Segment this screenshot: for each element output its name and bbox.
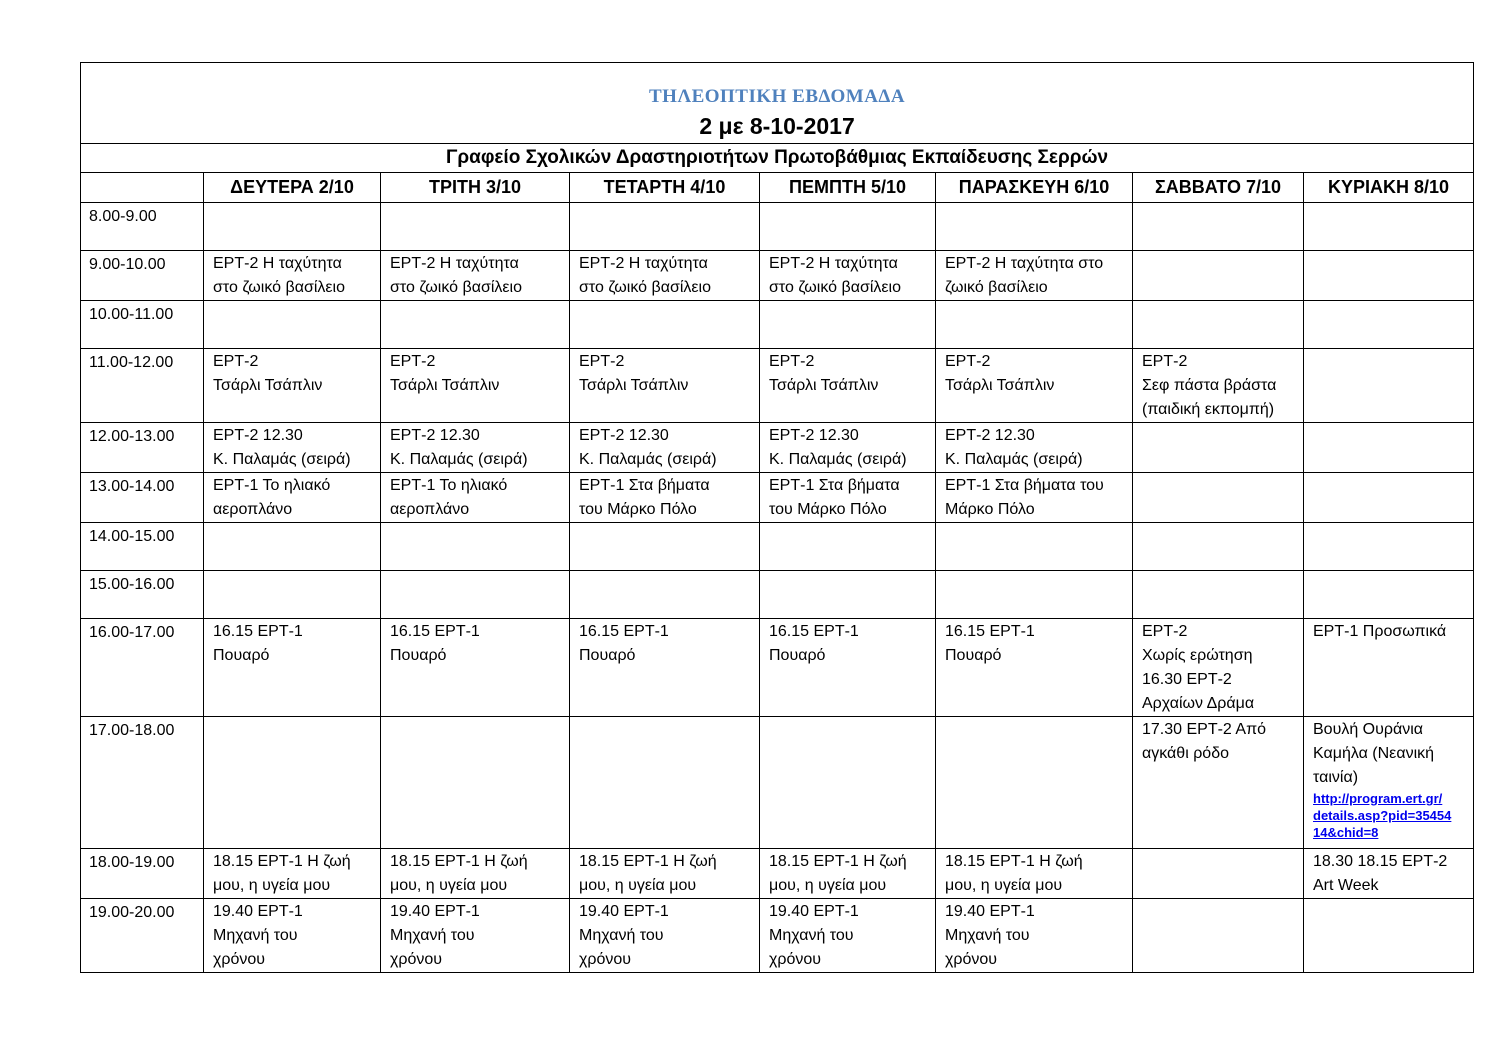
time-slot: 17.00-18.00 bbox=[81, 717, 204, 849]
program-cell-friday bbox=[936, 423, 1133, 473]
program-cell-wednesday bbox=[570, 619, 760, 717]
program-line: μου, η υγεία μου bbox=[945, 877, 1063, 894]
table-row bbox=[81, 473, 1474, 523]
table-row bbox=[81, 349, 1474, 423]
program-cell-wednesday bbox=[570, 523, 760, 571]
table-row bbox=[81, 423, 1474, 473]
day-header-sunday: ΚΥΡΙΑΚΗ 8/10 bbox=[1304, 173, 1474, 203]
program-line: Μηχανή του bbox=[945, 927, 1030, 944]
program-line: 19.40 ΕΡΤ-1 bbox=[579, 903, 669, 920]
program-line: 17.30 ΕΡΤ-2 Από bbox=[1142, 721, 1266, 738]
day-header-thursday: ΠΕΜΠΤΗ 5/10 bbox=[760, 173, 936, 203]
program-cell-wednesday bbox=[570, 717, 760, 849]
program-cell-tuesday bbox=[381, 849, 570, 899]
tv-schedule-table bbox=[80, 62, 1474, 973]
program-cell-thursday bbox=[760, 423, 936, 473]
program-line: μου, η υγεία μου bbox=[769, 877, 887, 894]
program-line: ΕΡΤ-1 Το ηλιακό bbox=[390, 477, 508, 494]
program-cell-friday bbox=[936, 619, 1133, 717]
program-cell-saturday bbox=[1133, 203, 1304, 251]
program-cell-wednesday bbox=[570, 203, 760, 251]
program-line: 16.15 ΕΡΤ-1 bbox=[945, 623, 1035, 640]
program-cell-sunday bbox=[1304, 523, 1474, 571]
program-line: 16.15 ΕΡΤ-1 bbox=[769, 623, 859, 640]
program-cell-saturday bbox=[1133, 849, 1304, 899]
program-line: ΕΡΤ-1 Στα βήματα bbox=[579, 477, 710, 494]
program-cell-friday bbox=[936, 849, 1133, 899]
program-line: χρόνου bbox=[579, 951, 632, 968]
program-cell-saturday bbox=[1133, 349, 1304, 423]
program-line: χρόνου bbox=[769, 951, 822, 968]
program-line: ΕΡΤ-2 bbox=[213, 353, 259, 370]
program-cell-friday bbox=[936, 473, 1133, 523]
program-cell-sunday bbox=[1304, 349, 1474, 423]
program-cell-tuesday bbox=[381, 717, 570, 849]
program-cell-wednesday bbox=[570, 473, 760, 523]
title-block bbox=[81, 63, 1474, 144]
program-line: Τσάρλι Τσάπλιν bbox=[579, 377, 689, 394]
program-link[interactable]: 14&chid=8 bbox=[1313, 825, 1379, 840]
program-link[interactable]: details.asp?pid=35454 bbox=[1313, 808, 1452, 823]
program-line: 18.15 ΕΡΤ-1 Η ζωή bbox=[213, 853, 351, 870]
program-line: μου, η υγεία μου bbox=[213, 877, 331, 894]
program-line: ΕΡΤ-2 bbox=[390, 353, 436, 370]
program-line: ΕΡΤ-1 Στα βήματα bbox=[769, 477, 900, 494]
program-line: Κ. Παλαμάς (σειρά) bbox=[579, 451, 717, 468]
program-cell-tuesday bbox=[381, 619, 570, 717]
program-cell-tuesday bbox=[381, 423, 570, 473]
program-line: Πουαρό bbox=[213, 647, 270, 664]
table-row bbox=[81, 849, 1474, 899]
program-line: Πουαρό bbox=[390, 647, 447, 664]
program-cell-saturday bbox=[1133, 619, 1304, 717]
program-line: 16.30 ΕΡΤ-2 bbox=[1142, 671, 1232, 688]
program-cell-friday bbox=[936, 899, 1133, 973]
program-cell-thursday bbox=[760, 203, 936, 251]
program-line: ΕΡΤ-2 12.30 bbox=[769, 427, 859, 444]
program-line: ΕΡΤ-2 12.30 bbox=[213, 427, 303, 444]
table-row bbox=[81, 523, 1474, 571]
program-line: 18.15 ΕΡΤ-1 Η ζωή bbox=[769, 853, 907, 870]
program-line: μου, η υγεία μου bbox=[390, 877, 508, 894]
program-line: του Μάρκο Πόλο bbox=[579, 501, 697, 518]
program-line: Τσάρλι Τσάπλιν bbox=[390, 377, 500, 394]
time-slot: 15.00-16.00 bbox=[81, 571, 204, 619]
program-line: χρόνου bbox=[390, 951, 443, 968]
program-cell-tuesday bbox=[381, 301, 570, 349]
program-cell-wednesday bbox=[570, 423, 760, 473]
program-cell-monday bbox=[204, 423, 381, 473]
program-line: Μηχανή του bbox=[579, 927, 664, 944]
program-cell-friday bbox=[936, 251, 1133, 301]
program-cell-monday bbox=[204, 473, 381, 523]
program-line: 18.15 ΕΡΤ-1 Η ζωή bbox=[390, 853, 528, 870]
program-line: αεροπλάνο bbox=[390, 501, 470, 518]
program-cell-thursday bbox=[760, 571, 936, 619]
program-line: 19.40 ΕΡΤ-1 bbox=[769, 903, 859, 920]
program-cell-tuesday bbox=[381, 571, 570, 619]
program-cell-sunday bbox=[1304, 571, 1474, 619]
program-cell-thursday bbox=[760, 301, 936, 349]
program-cell-monday bbox=[204, 301, 381, 349]
program-cell-tuesday bbox=[381, 203, 570, 251]
program-line: ΕΡΤ-2 Η ταχύτητα bbox=[579, 255, 708, 272]
day-header-friday: ΠΑΡΑΣΚΕΥΗ 6/10 bbox=[936, 173, 1133, 203]
program-line: Μάρκο Πόλο bbox=[945, 501, 1035, 518]
program-line: 18.15 ΕΡΤ-1 Η ζωή bbox=[579, 853, 717, 870]
program-cell-wednesday bbox=[570, 251, 760, 301]
program-line: ΕΡΤ-2 bbox=[945, 353, 991, 370]
table-row bbox=[81, 717, 1474, 849]
program-cell-friday bbox=[936, 349, 1133, 423]
program-line: Αρχαίων Δράμα bbox=[1142, 695, 1255, 712]
program-line: Μηχανή του bbox=[390, 927, 475, 944]
program-cell-thursday bbox=[760, 619, 936, 717]
program-line: Κ. Παλαμάς (σειρά) bbox=[213, 451, 351, 468]
program-line: ΕΡΤ-2 bbox=[769, 353, 815, 370]
program-cell-saturday bbox=[1133, 423, 1304, 473]
time-slot: 8.00-9.00 bbox=[81, 203, 204, 251]
time-slot: 12.00-13.00 bbox=[81, 423, 204, 473]
program-line: Κ. Παλαμάς (σειρά) bbox=[390, 451, 528, 468]
program-cell-sunday bbox=[1304, 473, 1474, 523]
program-line: 18.30 18.15 ΕΡΤ-2 bbox=[1313, 853, 1448, 870]
program-line: στο ζωικό βασίλειο bbox=[769, 279, 901, 296]
program-cell-monday bbox=[204, 203, 381, 251]
day-header-monday: ΔΕΥΤΕΡΑ 2/10 bbox=[204, 173, 381, 203]
program-line: ΕΡΤ-1 Στα βήματα του bbox=[945, 477, 1104, 494]
program-cell-friday bbox=[936, 523, 1133, 571]
program-line: μου, η υγεία μου bbox=[579, 877, 697, 894]
program-cell-wednesday bbox=[570, 571, 760, 619]
program-cell-saturday bbox=[1133, 571, 1304, 619]
time-slot: 16.00-17.00 bbox=[81, 619, 204, 717]
program-line: αεροπλάνο bbox=[213, 501, 293, 518]
program-line: στο ζωικό βασίλειο bbox=[213, 279, 345, 296]
time-slot: 19.00-20.00 bbox=[81, 899, 204, 973]
program-cell-monday bbox=[204, 849, 381, 899]
program-line: Τσάρλι Τσάπλιν bbox=[769, 377, 879, 394]
program-line: χρόνου bbox=[945, 951, 998, 968]
program-line: ταινία) bbox=[1313, 769, 1359, 786]
page-title: ΤΗΛΕΟΠΤΙΚΗ ΕΒΔΟΜΑΔΑ bbox=[649, 86, 906, 107]
program-line: στο ζωικό βασίλειο bbox=[390, 279, 522, 296]
program-line: Art Week bbox=[1313, 877, 1379, 894]
program-line: ζωικό βασίλειο bbox=[945, 279, 1048, 296]
program-line: 19.40 ΕΡΤ-1 bbox=[390, 903, 480, 920]
program-line: Τσάρλι Τσάπλιν bbox=[945, 377, 1055, 394]
program-line: χρόνου bbox=[213, 951, 266, 968]
program-cell-wednesday bbox=[570, 349, 760, 423]
time-slot: 13.00-14.00 bbox=[81, 473, 204, 523]
program-line: ΕΡΤ-2 Η ταχύτητα bbox=[769, 255, 898, 272]
program-cell-sunday bbox=[1304, 251, 1474, 301]
program-cell-monday bbox=[204, 571, 381, 619]
program-cell-sunday bbox=[1304, 717, 1474, 849]
program-line: του Μάρκο Πόλο bbox=[769, 501, 887, 518]
program-cell-monday bbox=[204, 523, 381, 571]
program-cell-saturday bbox=[1133, 717, 1304, 849]
program-cell-thursday bbox=[760, 899, 936, 973]
program-line: Πουαρό bbox=[579, 647, 636, 664]
program-line: ΕΡΤ-2 12.30 bbox=[579, 427, 669, 444]
program-cell-monday bbox=[204, 349, 381, 423]
program-line: Κ. Παλαμάς (σειρά) bbox=[769, 451, 907, 468]
program-line: στο ζωικό βασίλειο bbox=[579, 279, 711, 296]
program-line: Πουαρό bbox=[769, 647, 826, 664]
program-cell-saturday bbox=[1133, 301, 1304, 349]
program-cell-wednesday bbox=[570, 301, 760, 349]
program-cell-thursday bbox=[760, 251, 936, 301]
program-line: Μηχανή του bbox=[769, 927, 854, 944]
program-cell-saturday bbox=[1133, 899, 1304, 973]
program-cell-thursday bbox=[760, 473, 936, 523]
program-cell-tuesday bbox=[381, 473, 570, 523]
program-line: Μηχανή του bbox=[213, 927, 298, 944]
day-header-row bbox=[81, 173, 1474, 203]
table-row bbox=[81, 571, 1474, 619]
program-cell-friday bbox=[936, 717, 1133, 849]
program-cell-saturday bbox=[1133, 523, 1304, 571]
program-line: ΕΡΤ-2 bbox=[1142, 353, 1188, 370]
program-line: (παιδική εκπομπή) bbox=[1142, 401, 1275, 418]
program-cell-sunday bbox=[1304, 301, 1474, 349]
program-line: ΕΡΤ-2 Η ταχύτητα bbox=[390, 255, 519, 272]
time-slot: 10.00-11.00 bbox=[81, 301, 204, 349]
program-line: Καμήλα (Νεανική bbox=[1313, 745, 1435, 762]
program-line: Σεφ πάστα βράστα bbox=[1142, 377, 1277, 394]
program-cell-sunday bbox=[1304, 423, 1474, 473]
program-cell-tuesday bbox=[381, 523, 570, 571]
program-cell-sunday bbox=[1304, 899, 1474, 973]
office-name: Γραφείο Σχολικών Δραστηριοτήτων Πρωτοβάθμιας Εκπαίδευσης Σερρών bbox=[81, 144, 1474, 173]
time-slot: 18.00-19.00 bbox=[81, 849, 204, 899]
program-cell-thursday bbox=[760, 523, 936, 571]
program-cell-tuesday bbox=[381, 899, 570, 973]
program-line: ΕΡΤ-2 12.30 bbox=[390, 427, 480, 444]
program-cell-wednesday bbox=[570, 899, 760, 973]
program-cell-monday bbox=[204, 717, 381, 849]
table-row bbox=[81, 251, 1474, 301]
program-cell-friday bbox=[936, 301, 1133, 349]
program-cell-thursday bbox=[760, 349, 936, 423]
program-cell-thursday bbox=[760, 717, 936, 849]
program-cell-thursday bbox=[760, 849, 936, 899]
program-line: ΕΡΤ-2 bbox=[579, 353, 625, 370]
program-line: Βουλή Ουράνια bbox=[1313, 721, 1424, 738]
program-cell-friday bbox=[936, 571, 1133, 619]
program-line: ΕΡΤ-2 Η ταχύτητα στο bbox=[945, 255, 1104, 272]
program-line: ΕΡΤ-2 Η ταχύτητα bbox=[213, 255, 342, 272]
program-line: ΕΡΤ-2 bbox=[1142, 623, 1188, 640]
program-cell-wednesday bbox=[570, 849, 760, 899]
program-cell-monday bbox=[204, 899, 381, 973]
day-header-saturday: ΣΑΒΒΑΤΟ 7/10 bbox=[1133, 173, 1304, 203]
program-line: Χωρίς ερώτηση bbox=[1142, 647, 1253, 664]
program-line: 19.40 ΕΡΤ-1 bbox=[213, 903, 303, 920]
program-cell-saturday bbox=[1133, 473, 1304, 523]
program-line: ΕΡΤ-1 Το ηλιακό bbox=[213, 477, 331, 494]
program-cell-sunday bbox=[1304, 849, 1474, 899]
program-cell-sunday bbox=[1304, 619, 1474, 717]
table-row bbox=[81, 899, 1474, 973]
time-slot: 11.00-12.00 bbox=[81, 349, 204, 423]
program-cell-friday bbox=[936, 203, 1133, 251]
program-line: 18.15 ΕΡΤ-1 Η ζωή bbox=[945, 853, 1083, 870]
program-cell-sunday bbox=[1304, 203, 1474, 251]
table-row bbox=[81, 619, 1474, 717]
program-line: 16.15 ΕΡΤ-1 bbox=[213, 623, 303, 640]
program-cell-saturday bbox=[1133, 251, 1304, 301]
program-line: 19.40 ΕΡΤ-1 bbox=[945, 903, 1035, 920]
program-line: Πουαρό bbox=[945, 647, 1002, 664]
day-header-tuesday: ΤΡΙΤΗ 3/10 bbox=[381, 173, 570, 203]
program-cell-monday bbox=[204, 619, 381, 717]
program-cell-tuesday bbox=[381, 251, 570, 301]
day-header-wednesday: ΤΕΤΑΡΤΗ 4/10 bbox=[570, 173, 760, 203]
program-line: 16.15 ΕΡΤ-1 bbox=[390, 623, 480, 640]
program-cell-monday bbox=[204, 251, 381, 301]
corner-cell bbox=[81, 173, 204, 203]
program-line: ΕΡΤ-2 12.30 bbox=[945, 427, 1035, 444]
time-slot: 9.00-10.00 bbox=[81, 251, 204, 301]
program-line: 16.15 ΕΡΤ-1 bbox=[579, 623, 669, 640]
program-line: ΕΡΤ-1 Προσωπικά bbox=[1313, 623, 1447, 640]
time-slot: 14.00-15.00 bbox=[81, 523, 204, 571]
program-link[interactable]: http://program.ert.gr/ bbox=[1313, 791, 1443, 806]
program-line: αγκάθι ρόδο bbox=[1142, 745, 1230, 762]
program-line: Κ. Παλαμάς (σειρά) bbox=[945, 451, 1083, 468]
table-row bbox=[81, 203, 1474, 251]
program-cell-tuesday bbox=[381, 349, 570, 423]
date-range: 2 με 8-10-2017 bbox=[699, 113, 855, 139]
table-row bbox=[81, 301, 1474, 349]
program-line: Τσάρλι Τσάπλιν bbox=[213, 377, 323, 394]
